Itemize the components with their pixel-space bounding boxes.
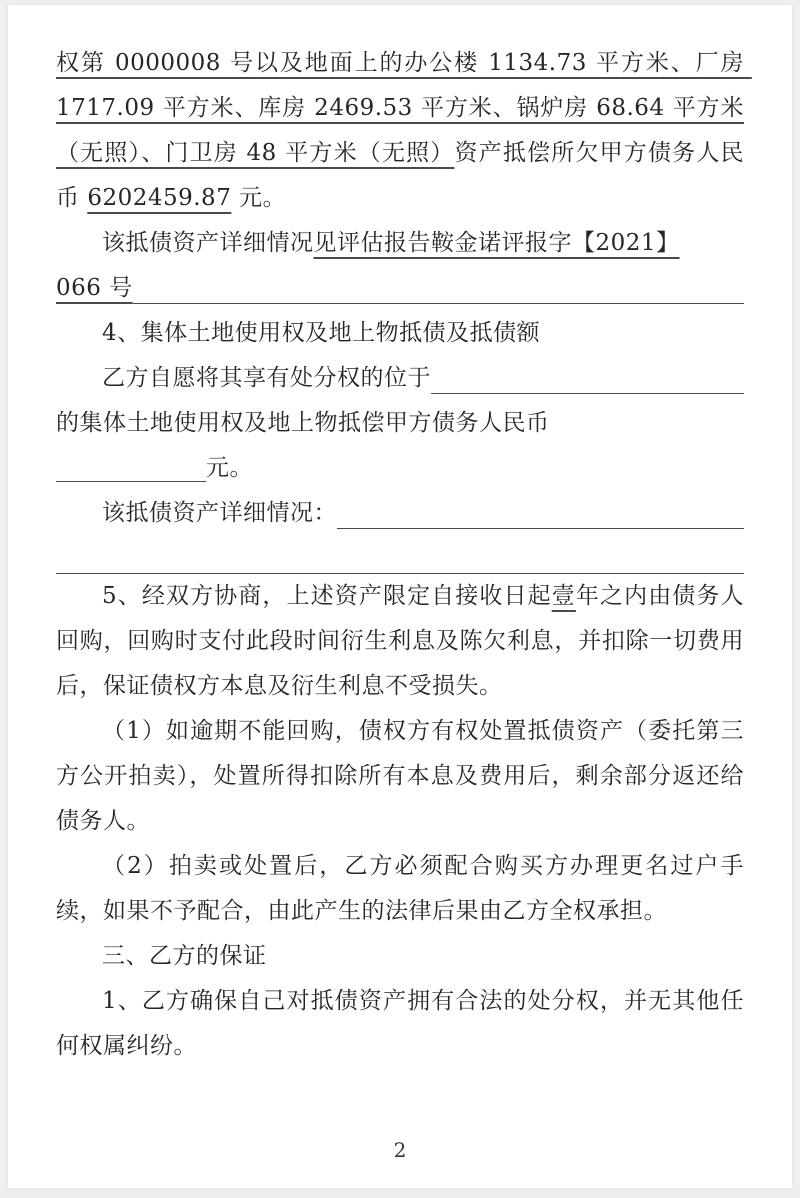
paragraph	[56, 266, 744, 311]
paragraph	[56, 41, 752, 221]
text-run: 5、经双方协商，上述资产限定自接收日起	[102, 583, 552, 609]
text-run: （2）拍卖或处置后，乙方必须配合购买方办理更名过户手续，如果不予配合，由此产生的法律后果由乙方全权承担。	[56, 853, 744, 924]
paragraph	[56, 311, 744, 356]
text-run: 元。	[206, 455, 253, 481]
blank-underline-fill	[431, 356, 744, 394]
underlined-text: 见评估报告鞍金诺评报字【2021】	[313, 230, 680, 256]
paragraph	[56, 979, 744, 1069]
text-run: 三、乙方的保证	[102, 943, 267, 969]
paragraph	[56, 574, 744, 709]
paragraph	[56, 356, 744, 401]
blank-underline	[56, 459, 206, 482]
underlined-text: 6202459.87	[87, 185, 232, 211]
blank-underline-fill	[337, 491, 744, 529]
paragraph	[56, 844, 744, 934]
text-run: 4、集体土地使用权及地上物抵债及抵债额	[102, 320, 541, 346]
text-run: 元。	[231, 185, 287, 211]
paragraph	[56, 221, 744, 266]
blank-underline-fill	[133, 266, 744, 304]
paragraph	[56, 446, 744, 491]
underlined-text: 壹	[551, 583, 576, 609]
page-number: 2	[393, 1138, 407, 1162]
text-run: 年之内由债务人回购，回购时支付此段时间衍生利息及陈欠利息，并扣除一切费用后，保证债权方本息及衍生利息不受损失。	[56, 583, 745, 699]
document-body	[8, 5, 792, 1069]
text-run: 的集体土地使用权及地上物抵偿甲方债务人民币	[56, 410, 550, 436]
text-run: 该抵债资产详细情况：	[102, 500, 337, 526]
paragraph	[56, 491, 744, 536]
paragraph	[56, 934, 744, 979]
paragraph	[56, 536, 744, 574]
underlined-text: 权第 0000008 号以及地面上的办公楼 1134.73 平方米、厂房 1717.09 平方米、库房 2469.53 平方米、锅炉房 68.64 平方米（无照）、门卫房 48 平方米（无照）	[56, 50, 752, 166]
text-run: 资产抵偿所欠甲方债务人民币	[56, 140, 745, 211]
text-run: （1）如逾期不能回购，债权方有权处置抵债资产（委托第三方公开拍卖），处置所得扣除所有本息及费用后，剩余部分返还给债务人。	[56, 718, 744, 834]
paragraph	[56, 401, 744, 446]
contract-page	[8, 5, 792, 1188]
paragraph	[56, 709, 744, 844]
text-run: 乙方自愿将其享有处分权的位于	[102, 365, 431, 391]
underlined-text: 066 号	[56, 275, 133, 301]
text-run: 1、乙方确保自己对抵债资产拥有合法的处分权，并无其他任何权属纠纷。	[56, 988, 744, 1059]
text-run: 该抵债资产详细情况	[102, 230, 314, 256]
blank-underline-fill	[56, 536, 744, 574]
